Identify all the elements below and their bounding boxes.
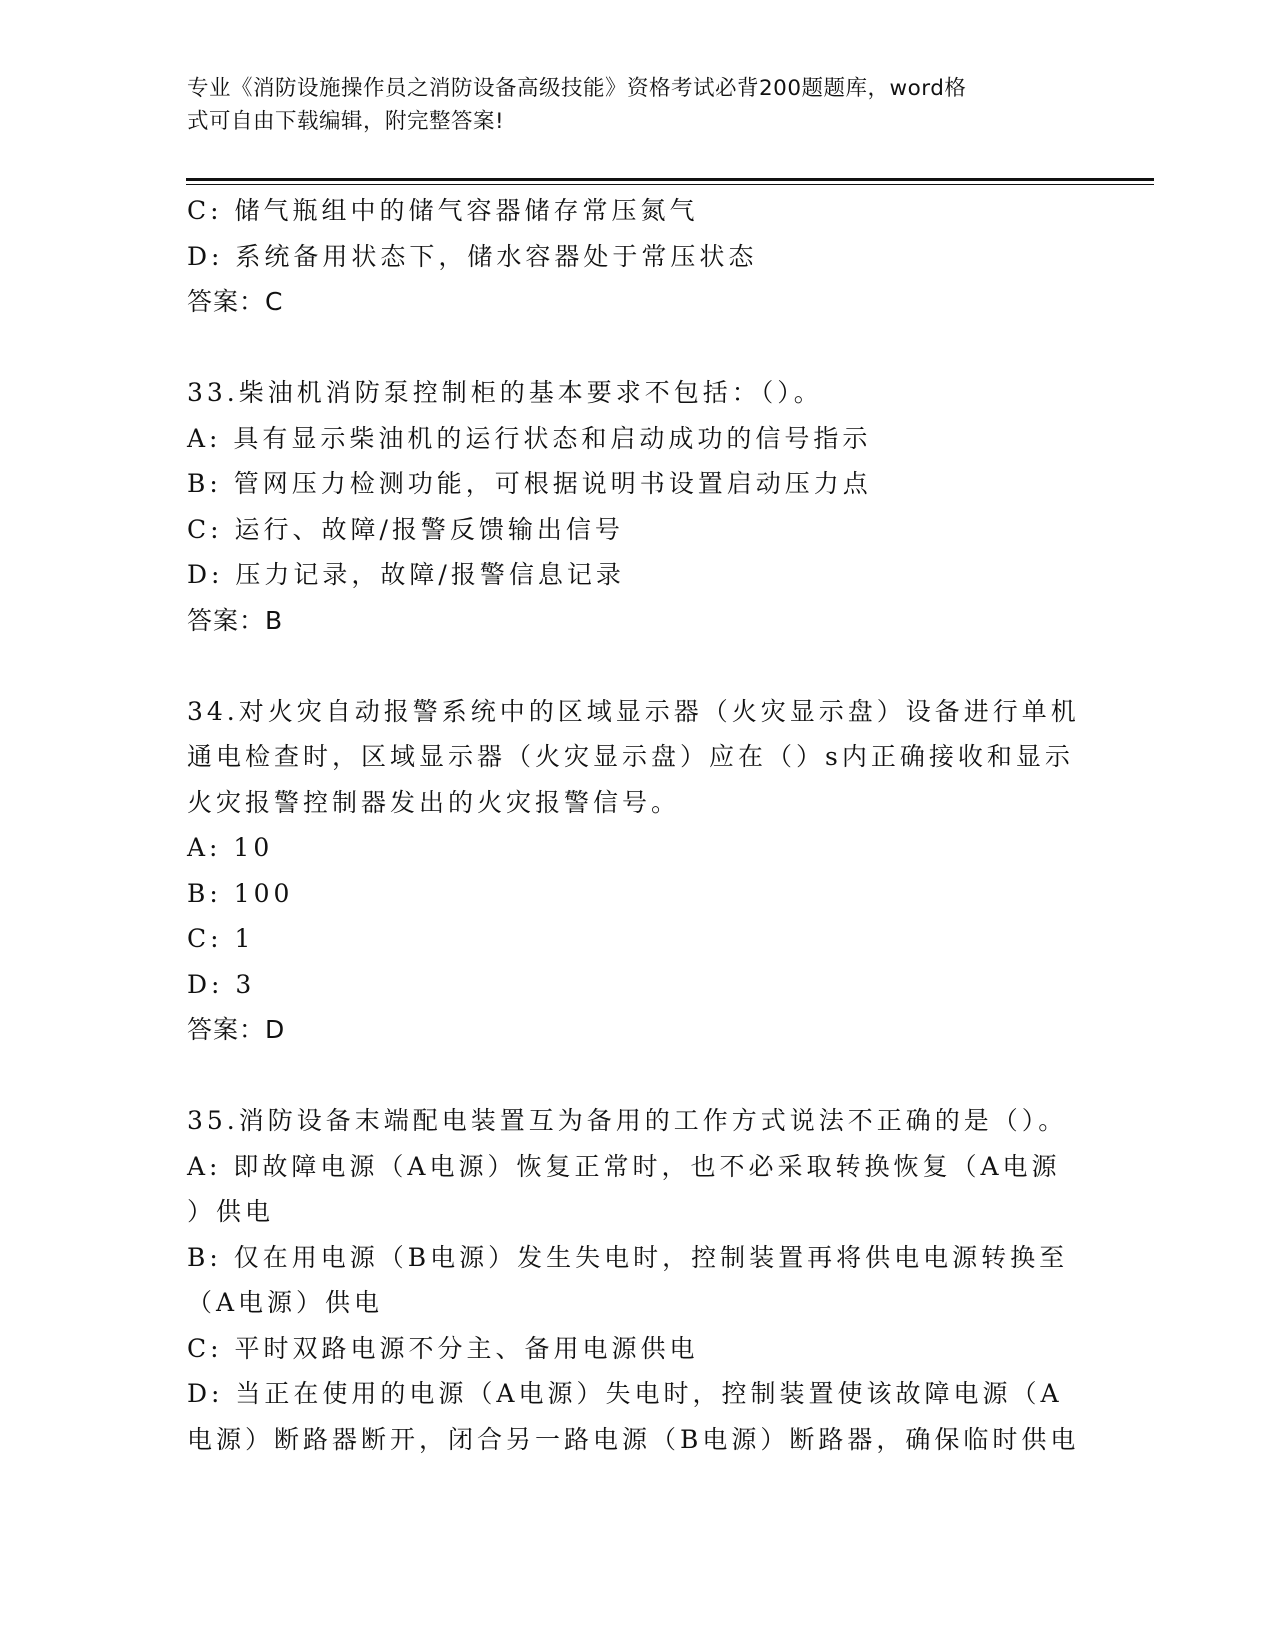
question-stem: 通电检查时，区域显示器（火灾显示盘）应在（）s内正确接收和显示 [187,742,1074,771]
option-a: A: 即故障电源（A电源）恢复正常时，也不必采取转换恢复（A电源 [187,1151,1061,1181]
question-33 [187,370,1087,643]
option-a-continued: ）供电 [187,1197,275,1226]
header-rule-thin [186,184,1154,185]
question-35 [187,1098,1087,1462]
document-body [187,188,1087,1462]
answer-line: 答案：C [187,287,284,316]
option-a: A: 10 [187,833,274,862]
option-d-continued: 电源）断路器断开，闭合另一路电源（B电源）断路器，确保临时供电 [187,1424,1080,1454]
option-a: A: 具有显示柴油机的运行状态和启动成功的信号指示 [187,423,872,453]
question-34 [187,689,1087,1053]
spacer [187,325,1087,371]
option-b: B: 100 [187,878,294,908]
answer-line: 答案：B [187,605,284,635]
option-c: C: 储气瓶组中的储气容器储存常压氮气 [187,196,699,225]
option-b: B: 仅在用电源（B电源）发生失电时，控制装置再将供电电源转换至 [187,1242,1069,1272]
question-stem: 34.对火灾自动报警系统中的区域显示器（火灾显示盘）设备进行单机 [187,696,1080,726]
option-c: C: 平时双路电源不分主、备用电源供电 [187,1333,699,1363]
option-c: C: 1 [187,924,255,953]
option-d: D: 3 [187,969,256,999]
header-rule-thick [186,178,1154,181]
document-header [187,72,1067,138]
option-d: D: 系统备用状态下，储水容器处于常压状态 [187,241,758,271]
option-d: D: 压力记录，故障/报警信息记录 [187,560,625,589]
option-b-continued: （A电源）供电 [187,1288,384,1317]
answer-line: 答案：D [187,1015,286,1044]
header-line-2: 式可自由下载编辑，附完整答案! [187,109,505,134]
option-d: D: 当正在使用的电源（A电源）失电时，控制装置使该故障电源（A [187,1379,1063,1408]
previous-question-tail [187,188,1087,325]
option-b: B: 管网压力检测功能，可根据说明书设置启动压力点 [187,469,872,498]
option-c: C: 运行、故障/报警反馈输出信号 [187,514,624,544]
question-stem: 35.消防设备末端配电装置互为备用的工作方式说法不正确的是（）。 [187,1106,1068,1135]
question-stem: 火灾报警控制器发出的火灾报警信号。 [187,787,681,817]
header-line-1: 专业《消防设施操作员之消防设备高级技能》资格考试必背200题题库，word格 [187,76,967,101]
question-stem: 33.柴油机消防泵控制柜的基本要求不包括：（）。 [187,378,823,407]
spacer [187,1053,1087,1099]
spacer [187,643,1087,689]
